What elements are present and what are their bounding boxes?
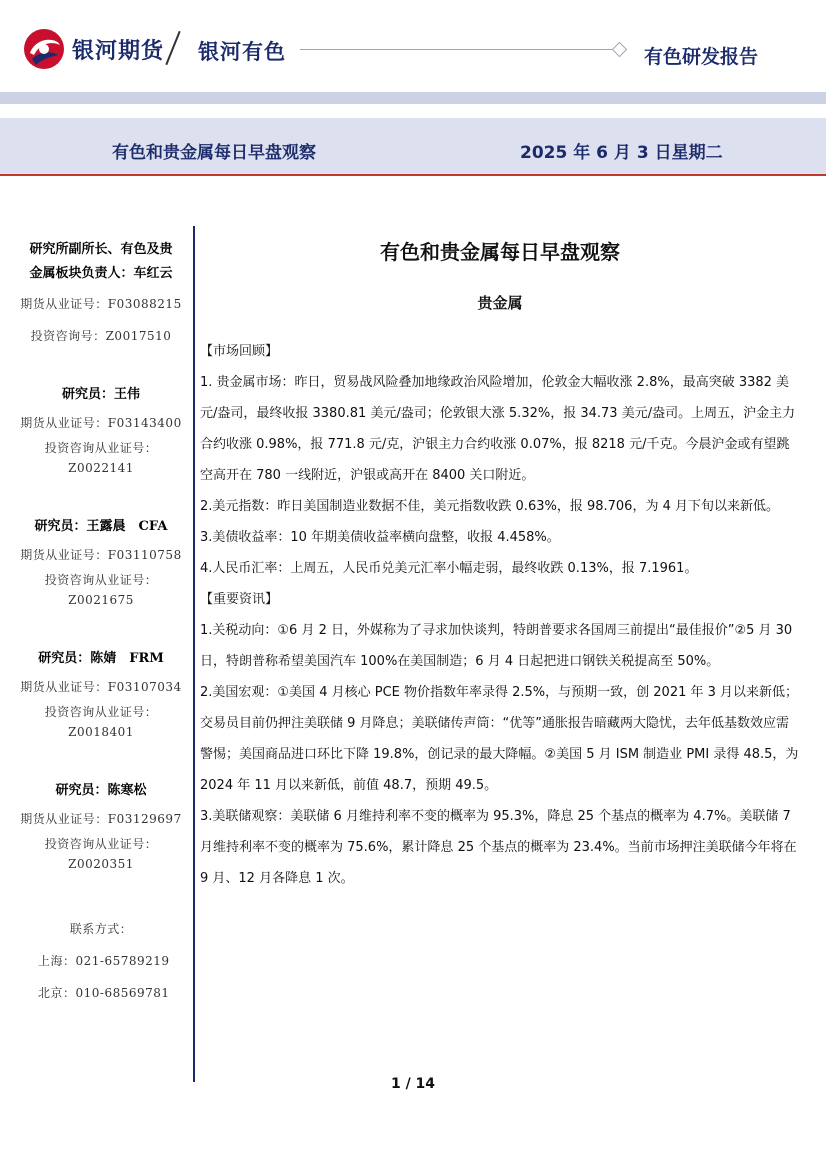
researcher-name: 研究员：王伟 [61,387,140,402]
brand-divider [165,31,180,65]
consult-number: Z0020351 [68,857,134,871]
researcher-name: 研究员：王露晨 CFA [34,519,168,534]
market-review-heading: 【市场回顾】 [200,344,279,359]
header-rule [300,49,618,50]
researcher-card [14,647,188,741]
paragraph: 2.美元指数：昨日美国制造业数据不佳，美元指数收跌 0.63%，报 98.706，为 4 月下旬以来新低。 [200,499,779,514]
report-date: 2025 年 6 月 3 日星期二 [520,143,723,163]
researcher-name: 研究员：陈寒松 [55,783,147,798]
header-band-top [0,92,826,104]
paragraph: 3.美联储观察：美联储 6 月维持利率不变的概率为 95.3%，降息 25 个基点的概率为 4.7%。美联储 7 月维持利率不变的概率为 75.6%，累计降息 25 个基点的概率为 23.4%。当前市场押注美联储今年将在 9 月、12 月各降息 1 次。 [200,809,797,886]
lead-analyst [14,238,188,345]
paragraph: 2.美国宏观：①美国 4 月核心 PCE 物价指数年率录得 2.5%，与预期一致，创 2021 年 3 月以来新低；交易员目前仍押注美联储 9 月降息；美联储传声筒：“优等”通胀报告暗藏两大隐忧，去年低基数效应需警惕；美国商品进口环比下降 19.8%，创记录的最大降幅。②美国 5 月 ISM 制造业 PMI 录得 48.5，为 2024 年 11 月以来新低，前值 48.7，预期 49.5。 [200,685,799,793]
brand-sub: 银河有色 [198,40,286,64]
galaxy-logo-icon [22,27,66,71]
consult-number: 投资咨询号：Z0017510 [30,329,172,343]
paragraph: 3.美债收益率：10 年期美债收益率横向盘整，收报 4.458%。 [200,530,560,545]
title-band-rule [0,174,826,176]
section-title: 贵金属 [477,294,523,312]
consult-label: 投资咨询从业证号： [44,705,158,719]
brand-name: 银河期货 [72,38,165,64]
band-title: 有色和贵金属每日早盘观察 [112,143,316,163]
contact-phone-beijing: 北京：010-68569781 [38,986,170,1000]
consult-number: Z0022141 [68,461,134,475]
paragraph: 1.关税动向：①6 月 2 日，外媒称为了寻求加快谈判，特朗普要求各国周三前提出“最佳报价”②5 月 30 日，特朗普称希望美国汽车 100%在美国制造；6 月 4 日起把进口钢铁关税提高至 50%。 [200,623,793,669]
consult-label: 投资咨询从业证号： [44,837,158,851]
analyst-sidebar [14,238,188,1002]
news-heading: 【重要资讯】 [200,592,279,607]
diamond-ornament-icon [612,42,628,58]
researcher-name: 研究员：陈婧 FRM [38,651,164,666]
license-number: 期货从业证号：F03143400 [20,416,182,430]
sidebar-divider [193,226,195,1082]
contact-block [14,921,188,1002]
consult-number: Z0018401 [68,725,134,739]
license-number: 期货从业证号：F03088215 [20,297,182,311]
page-title: 有色和贵金属每日早盘观察 [380,240,620,264]
lead-title-line: 研究所副所长、有色及贵 [29,242,173,257]
researcher-card [14,515,188,609]
contact-phone-shanghai: 上海：021-65789219 [38,954,170,968]
researcher-card [14,779,188,873]
license-number: 期货从业证号：F03129697 [20,812,182,826]
paragraph: 1. 贵金属市场：昨日，贸易战风险叠加地缘政治风险增加，伦敦金大幅收涨 2.8%，最高突破 3382 美元/盎司，最终收报 3380.81 美元/盎司；伦敦银大涨 5.32%，报 34.73 美元/盎司。上周五，沪金主力合约收涨 0.98%，报 771.8 元/克，沪银主力合约收涨 0.07%，报 8218 元/千克。今晨沪金或有望跳空高开在 780 一线附近，沪银或高开在 8400 关口附近。 [200,375,796,483]
consult-label: 投资咨询从业证号： [44,573,158,587]
consult-label: 投资咨询从业证号： [44,441,158,455]
consult-number: Z0021675 [68,593,134,607]
researcher-card [14,383,188,477]
lead-title-line: 金属板块负责人：车红云 [29,266,173,281]
report-header [0,0,826,110]
body-content [200,336,800,894]
company-logo [22,26,164,72]
report-type: 有色研发报告 [644,46,759,68]
paragraph: 4.人民币汇率：上周五，人民币兑美元汇率小幅走弱，最终收跌 0.13%，报 7.1961。 [200,561,698,576]
license-number: 期货从业证号：F03107034 [20,680,182,694]
page-number: 1 / 14 [390,1076,436,1092]
contact-label: 联系方式： [69,922,133,936]
license-number: 期货从业证号：F03110758 [20,548,182,562]
